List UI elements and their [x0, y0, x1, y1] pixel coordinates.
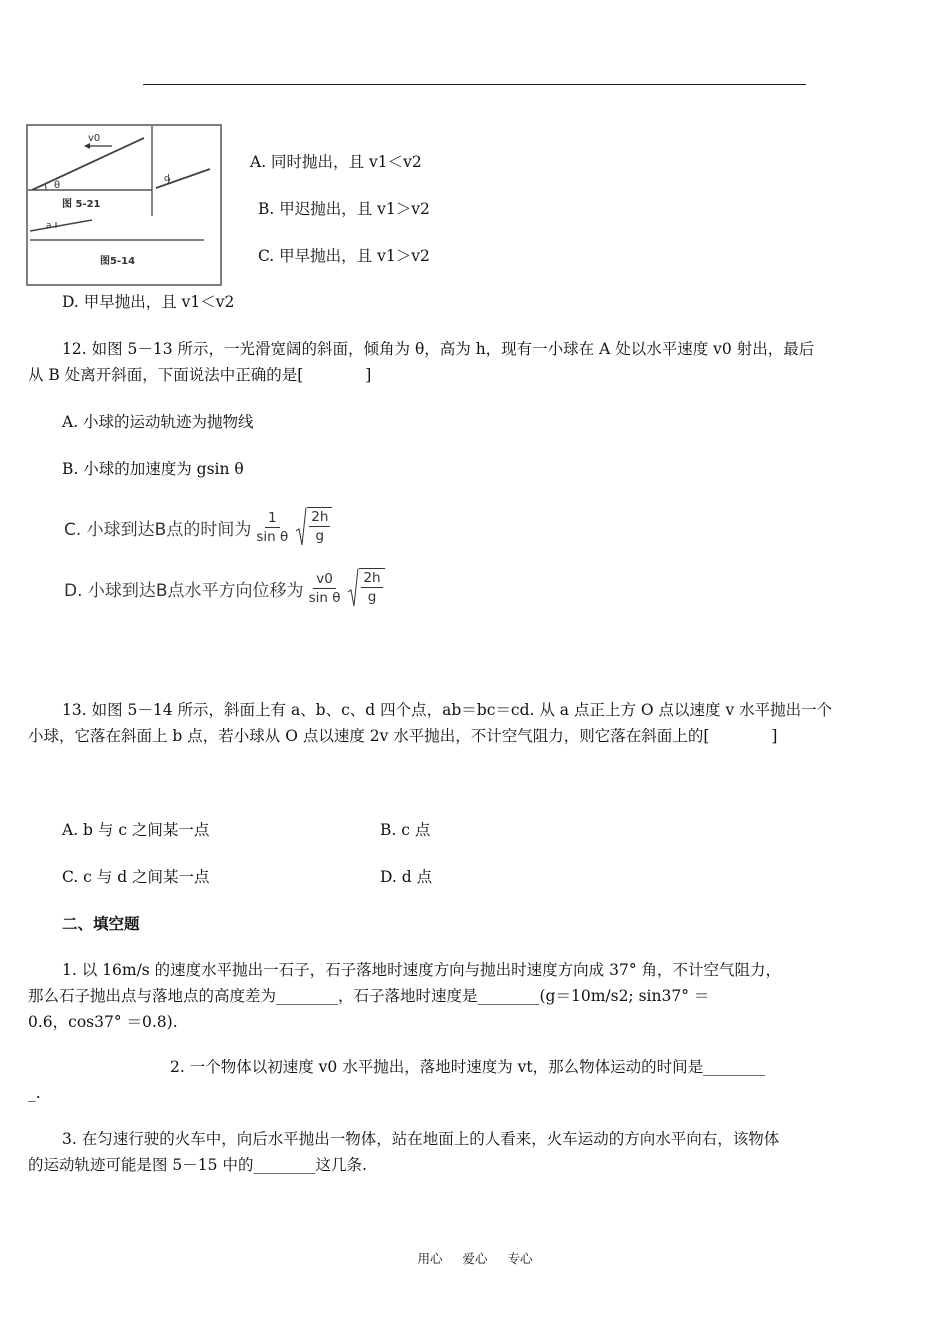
q13-option-a: A. b 与 c 之间某一点 — [62, 821, 210, 839]
q12-option-d — [64, 568, 385, 608]
q11-option-a: A. 同时抛出，且 v1＜v2 — [250, 153, 422, 171]
figure-5-21-caption: 图 5-21 — [62, 199, 101, 210]
fill3-line2: 的运动轨迹可能是图 5－15 中的________这几条. — [28, 1156, 367, 1174]
q13-stem — [28, 697, 926, 749]
v0-label: v0 — [88, 133, 101, 144]
a-label: a — [46, 221, 52, 231]
fill-question-3 — [28, 1126, 926, 1178]
q12-stem-line1: 12. 如图 5－13 所示，一光滑宽阔的斜面，倾角为 θ，高为 h，现有一小球在 A 处以水平速度 v0 射出，最后 — [62, 340, 815, 358]
fill-question-1 — [28, 957, 926, 1035]
q12-option-c-fraction — [253, 510, 291, 545]
fill1-line2: 那么石子抛出点与落地点的高度差为________，石子落地时速度是________(g＝10m/s2; sin37° ＝ — [28, 987, 710, 1005]
q12-option-d-fraction — [306, 571, 344, 606]
q12-d-num: v0 — [313, 571, 336, 589]
footer-text-2: 爱心 — [462, 1251, 488, 1266]
q12-c-num: 1 — [265, 510, 280, 528]
q13-stem-line2: 小球，它落在斜面上 b 点，若小球从 O 点以速度 2v 水平抛出，不计空气阻力，则它落在斜面上的[ ] — [28, 727, 778, 745]
d-label: d — [164, 174, 170, 184]
fill-question-2 — [28, 1054, 926, 1106]
q12-d-sqrt-num: 2h — [363, 570, 381, 586]
q11-option-d: D. 甲早抛出，且 v1＜v2 — [62, 293, 235, 311]
q12-c-sqrt-den: g — [315, 528, 325, 544]
fill3-line1: 3. 在匀速行驶的火车中，向后水平抛出一物体，站在地面上的人看来，火车运动的方向水平向右，该物体 — [62, 1130, 780, 1148]
figure-5-14-caption: 图5-14 — [100, 256, 136, 267]
fill1-line1: 1. 以 16m/s 的速度水平抛出一石子，石子落地时速度方向与抛出时速度方向成 37° 角，不计空气阻力， — [62, 961, 781, 979]
q11-option-b: B. 甲迟抛出，且 v1＞v2 — [258, 200, 430, 218]
page-footer — [0, 1249, 950, 1267]
q12-option-c-text: C. 小球到达B点的时间为 — [64, 519, 252, 540]
q13-option-c: C. c 与 d 之间某一点 — [62, 868, 210, 886]
figure-slopes — [26, 124, 222, 286]
q12-d-den: sin θ — [308, 589, 341, 606]
q12-option-d-sqrt — [347, 568, 384, 608]
q12-c-sqrt-num: 2h — [311, 509, 329, 525]
q13-stem-line1: 13. 如图 5－14 所示，斜面上有 a、b、c、d 四个点，ab＝bc＝cd. 从 a 点正上方 O 点以速度 v 水平抛出一个 — [62, 701, 833, 719]
q12-option-d-text: D. 小球到达B点水平方向位移为 — [64, 580, 304, 601]
fill2-line1: 2. 一个物体以初速度 v0 水平抛出，落地时速度为 vt，那么物体运动的时间是________ — [170, 1058, 766, 1076]
q11-option-c: C. 甲早抛出，且 v1＞v2 — [258, 247, 430, 265]
theta-label: θ — [54, 180, 61, 191]
q13-option-d: D. d 点 — [380, 868, 433, 886]
q12-c-den: sin θ — [256, 528, 289, 545]
header-rule — [143, 84, 806, 85]
footer-text-3: 专心 — [507, 1251, 533, 1266]
q12-option-c — [64, 507, 332, 547]
fill1-line3: 0.6，cos37° ＝0.8). — [28, 1013, 178, 1031]
q12-stem — [28, 336, 926, 388]
fill2-line2: _. — [28, 1084, 41, 1102]
q12-option-a: A. 小球的运动轨迹为抛物线 — [62, 413, 254, 431]
q13-option-b: B. c 点 — [380, 821, 431, 839]
footer-text-1: 用心 — [417, 1251, 443, 1266]
q12-stem-line2: 从 B 处离开斜面，下面说法中正确的是[ ] — [28, 366, 372, 384]
q12-option-b: B. 小球的加速度为 gsin θ — [62, 460, 244, 478]
q12-d-sqrt-den: g — [367, 589, 377, 605]
q12-option-c-sqrt — [295, 507, 332, 547]
section-title: 二、填空题 — [62, 915, 140, 933]
